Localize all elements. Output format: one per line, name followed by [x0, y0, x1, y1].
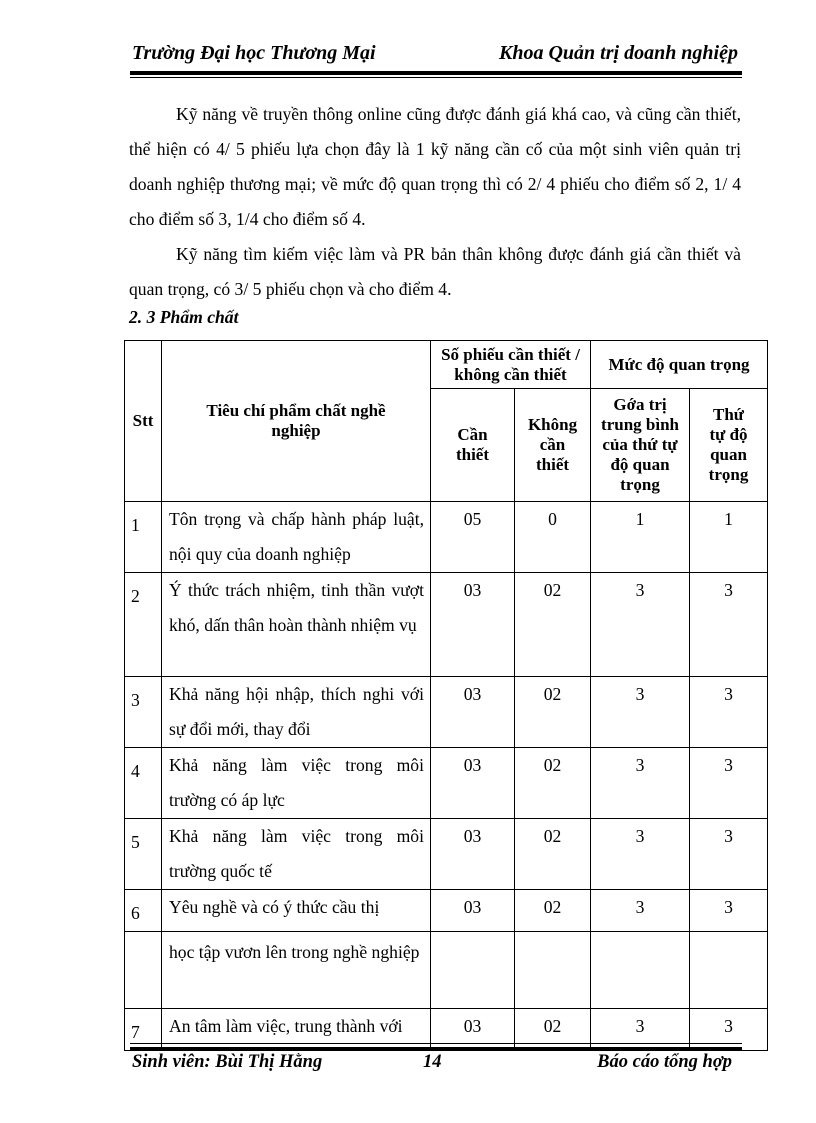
row-not-needed: 02 — [515, 677, 591, 748]
header-not-needed: Không cần thiết — [515, 389, 591, 502]
page-footer — [130, 1052, 742, 1082]
row-needed: 03 — [431, 890, 515, 932]
row-needed: 03 — [431, 1009, 515, 1051]
row-rank: 3 — [690, 1009, 768, 1051]
row-not-needed: 02 — [515, 748, 591, 819]
row-criteria: Khả năng hội nhập, thích nghi với sự đổi mới, thay đổi — [162, 677, 431, 748]
footer-rule-thick — [130, 1047, 742, 1051]
row-stt: 4 — [125, 748, 162, 819]
row-criteria: Tôn trọng và chấp hành pháp luật, nội quy của doanh nghiệp — [162, 502, 431, 573]
table-row — [125, 502, 768, 573]
row-avg: 3 — [591, 819, 690, 890]
row-not-needed: 02 — [515, 573, 591, 677]
row-stt: 5 — [125, 819, 162, 890]
header-stt: Stt — [125, 341, 162, 502]
body-paragraphs — [129, 97, 741, 307]
quality-table — [124, 340, 768, 1051]
row-stt: 7 — [125, 1009, 162, 1051]
row-not-needed — [515, 932, 591, 1009]
row-needed: 03 — [431, 677, 515, 748]
table-row — [125, 1009, 768, 1051]
row-avg: 3 — [591, 890, 690, 932]
row-not-needed: 02 — [515, 819, 591, 890]
paragraph-job-search: Kỹ năng tìm kiếm việc làm và PR bản thân không được đánh giá cần thiết và quan trọng, có 3/ 5 phiếu chọn và cho điểm 4. — [129, 244, 741, 299]
row-rank — [690, 932, 768, 1009]
row-not-needed: 02 — [515, 1009, 591, 1051]
row-avg: 3 — [591, 1009, 690, 1051]
row-stt — [125, 932, 162, 1009]
row-rank: 3 — [690, 573, 768, 677]
row-not-needed: 0 — [515, 502, 591, 573]
row-criteria: Khả năng làm việc trong môi trường có áp lực — [162, 748, 431, 819]
footer-page-number: 14 — [423, 1052, 442, 1072]
row-avg — [591, 932, 690, 1009]
row-avg: 1 — [591, 502, 690, 573]
row-needed: 03 — [431, 573, 515, 677]
row-stt: 2 — [125, 573, 162, 677]
footer-report: Báo cáo tổng hợp — [597, 1052, 732, 1072]
row-needed: 05 — [431, 502, 515, 573]
header-criteria: Tiêu chí phẩm chất nghề nghiệp — [162, 341, 431, 502]
table-row — [125, 932, 768, 1009]
row-rank: 3 — [690, 677, 768, 748]
table-row — [125, 819, 768, 890]
row-needed: 03 — [431, 819, 515, 890]
table-row — [125, 573, 768, 677]
row-stt: 3 — [125, 677, 162, 748]
paragraph-online-communication: Kỹ năng về truyền thông online cũng được đánh giá khá cao, và cũng cần thiết, thể hiện có 4/ 5 phiếu lựa chọn đây là 1 kỹ năng cần cố của một sinh viên quản trị doanh nghiệp thương mại; về mức độ quan trọng thì có 2/ 4 phiếu cho điểm số 2, 1/ 4 cho điểm số 3, 1/4 cho điểm số 4. — [129, 104, 741, 229]
row-criteria: Ý thức trách nhiệm, tinh thần vượt khó, dấn thân hoàn thành nhiệm vụ — [162, 573, 431, 677]
header-faculty: Khoa Quản trị doanh nghiệp — [499, 42, 738, 64]
row-rank: 3 — [690, 890, 768, 932]
header-avg-value: Gớa trị trung bình của thứ tự độ quan trọng — [591, 389, 690, 502]
row-criteria: An tâm làm việc, trung thành với — [162, 1009, 431, 1051]
footer-student: Sinh viên: Bùi Thị Hằng — [132, 1052, 323, 1072]
header-rank: Thứ tự độ quan trọng — [690, 389, 768, 502]
row-avg: 3 — [591, 573, 690, 677]
header-university: Trường Đại học Thương Mại — [132, 42, 376, 64]
header-importance-group: Mức độ quan trọng — [591, 341, 768, 389]
footer-rule-thin — [130, 1043, 742, 1044]
row-stt: 1 — [125, 502, 162, 573]
header-needed: Cần thiết — [431, 389, 515, 502]
header-votes-group: Số phiếu cần thiết / không cần thiết — [431, 341, 591, 389]
row-rank: 3 — [690, 748, 768, 819]
table-row — [125, 677, 768, 748]
table-row — [125, 748, 768, 819]
row-needed — [431, 932, 515, 1009]
row-criteria: học tập vươn lên trong nghề nghiệp — [162, 932, 431, 1009]
row-needed: 03 — [431, 748, 515, 819]
page-header — [130, 40, 742, 70]
row-avg: 3 — [591, 748, 690, 819]
row-stt: 6 — [125, 890, 162, 932]
row-criteria: Khả năng làm việc trong môi trường quốc tế — [162, 819, 431, 890]
row-avg: 3 — [591, 677, 690, 748]
row-rank: 3 — [690, 819, 768, 890]
row-criteria: Yêu nghề và có ý thức cầu thị — [162, 890, 431, 932]
row-rank: 1 — [690, 502, 768, 573]
row-not-needed: 02 — [515, 890, 591, 932]
header-rule-thin — [130, 77, 742, 78]
section-title: 2. 3 Phẩm chất — [129, 307, 239, 327]
header-rule-thick — [130, 71, 742, 75]
table-row — [125, 890, 768, 932]
